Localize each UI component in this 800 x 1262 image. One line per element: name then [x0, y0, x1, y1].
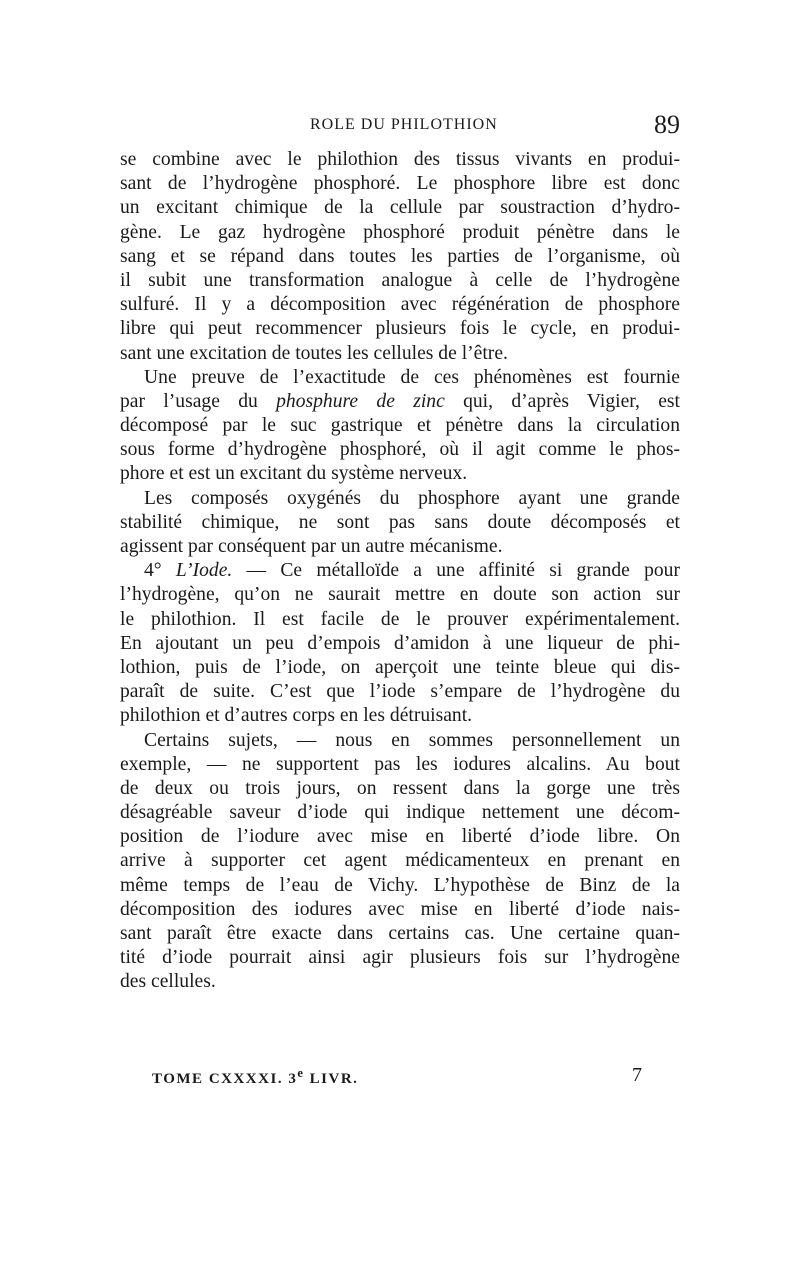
signature-text: TOME CXXXXI. 3 — [152, 1071, 298, 1087]
text-segment: — Ce métalloïde a une affinité si grande pour — [232, 560, 680, 582]
text-line: tité d’iode pourrait ainsi agir plusieurs fois sur l’hydrogène — [120, 947, 680, 969]
text-line — [120, 559, 680, 583]
signature-text-tail: LIVR. — [304, 1071, 359, 1087]
running-title: ROLE DU PHILOTHION — [310, 116, 498, 133]
text-line: décomposé par le suc gastrique et pénètre dans la circulation — [120, 415, 680, 437]
text-line: décomposition des iodures avec mise en liberté d’iode nais- — [120, 898, 680, 920]
text-line: gène. Le gaz hydrogène phosphoré produit pénètre dans le — [120, 221, 680, 243]
text-line: paraît de suite. C’est que l’iode s’empare de l’hydrogène du — [120, 681, 680, 703]
section-heading: L’Iode. — [175, 560, 233, 582]
text-line: Les composés oxygénés du phosphore ayant une grande — [144, 487, 680, 509]
text-line: stabilité chimique, ne sont pas sans doute décomposés et — [120, 511, 680, 533]
text-line: libre qui peut recommencer plusieurs fois le cycle, en produi- — [120, 318, 680, 340]
text-line: Une preuve de l’exactitude de ces phénomènes est fournie — [144, 366, 680, 388]
text-line: de deux ou trois jours, on ressent dans la gorge une très — [120, 777, 680, 799]
text-line: des cellules. — [120, 971, 216, 993]
text-line: Certains sujets, — nous en sommes personnellement un — [144, 729, 680, 751]
text-line: phore et est un excitant du système nerveux. — [120, 463, 468, 485]
text-line: position de l’iodure avec mise en liberté d’iode libre. On — [120, 826, 680, 848]
text-segment: par l’usage du — [120, 390, 277, 412]
text-line: exemple, — ne supportent pas les iodures alcalins. Au bout — [120, 753, 680, 775]
printer-signature — [152, 1066, 358, 1088]
text-line — [120, 390, 680, 414]
text-line: le philothion. Il est facile de le prouver expérimentalement. — [120, 608, 680, 630]
text-line: sant paraît être exacte dans certains cas. Une certaine quan- — [120, 923, 680, 944]
text-line: sous forme d’hydrogène phosphoré, où il agit comme le phos- — [120, 439, 680, 461]
body-text — [120, 148, 680, 995]
signature-superscript: e — [297, 1066, 305, 1080]
text-line: se combine avec le philothion des tissus vivants en produi- — [120, 149, 680, 170]
text-line: même temps de l’eau de Vichy. L’hypothèse de Binz de la — [120, 874, 680, 896]
section-number: 4° — [144, 560, 176, 582]
text-segment: qui, d’après Vigier, est — [444, 390, 680, 412]
text-line: philothion et d’autres corps en les détruisant. — [120, 705, 473, 727]
text-line: sant de l’hydrogène phosphoré. Le phosphore libre est donc — [120, 173, 680, 195]
page-header — [120, 112, 680, 148]
text-line: sang et se répand dans toutes les parties de l’organisme, où — [120, 245, 680, 267]
text-line: un excitant chimique de la cellule par soustraction d’hydro- — [120, 197, 680, 219]
text-line: arrive à supporter cet agent médicamenteux en prenant en — [120, 850, 680, 872]
text-line: désagréable saveur d’iode qui indique nettement une décom- — [120, 802, 680, 824]
text-line: En ajoutant un peu d’empois d’amidon à une liqueur de phi- — [120, 632, 680, 654]
text-line: il subit une transformation analogue à celle de l’hydrogène — [120, 269, 680, 291]
page-footer — [152, 1066, 642, 1092]
text-line: agissent par conséquent par un autre mécanisme. — [120, 536, 503, 557]
sheet-number: 7 — [632, 1064, 642, 1086]
page-number: 89 — [654, 110, 680, 139]
text-line: sant une excitation de toutes les cellules de l’être. — [120, 342, 508, 364]
italic-term: phosphure de zinc — [276, 390, 445, 412]
text-line: sulfuré. Il y a décomposition avec régénération de phosphore — [120, 294, 680, 316]
text-line: lothion, puis de l’iode, on aperçoit une teinte bleue qui dis- — [120, 656, 680, 678]
text-line: l’hydrogène, qu’on ne saurait mettre en doute son action sur — [120, 584, 680, 606]
